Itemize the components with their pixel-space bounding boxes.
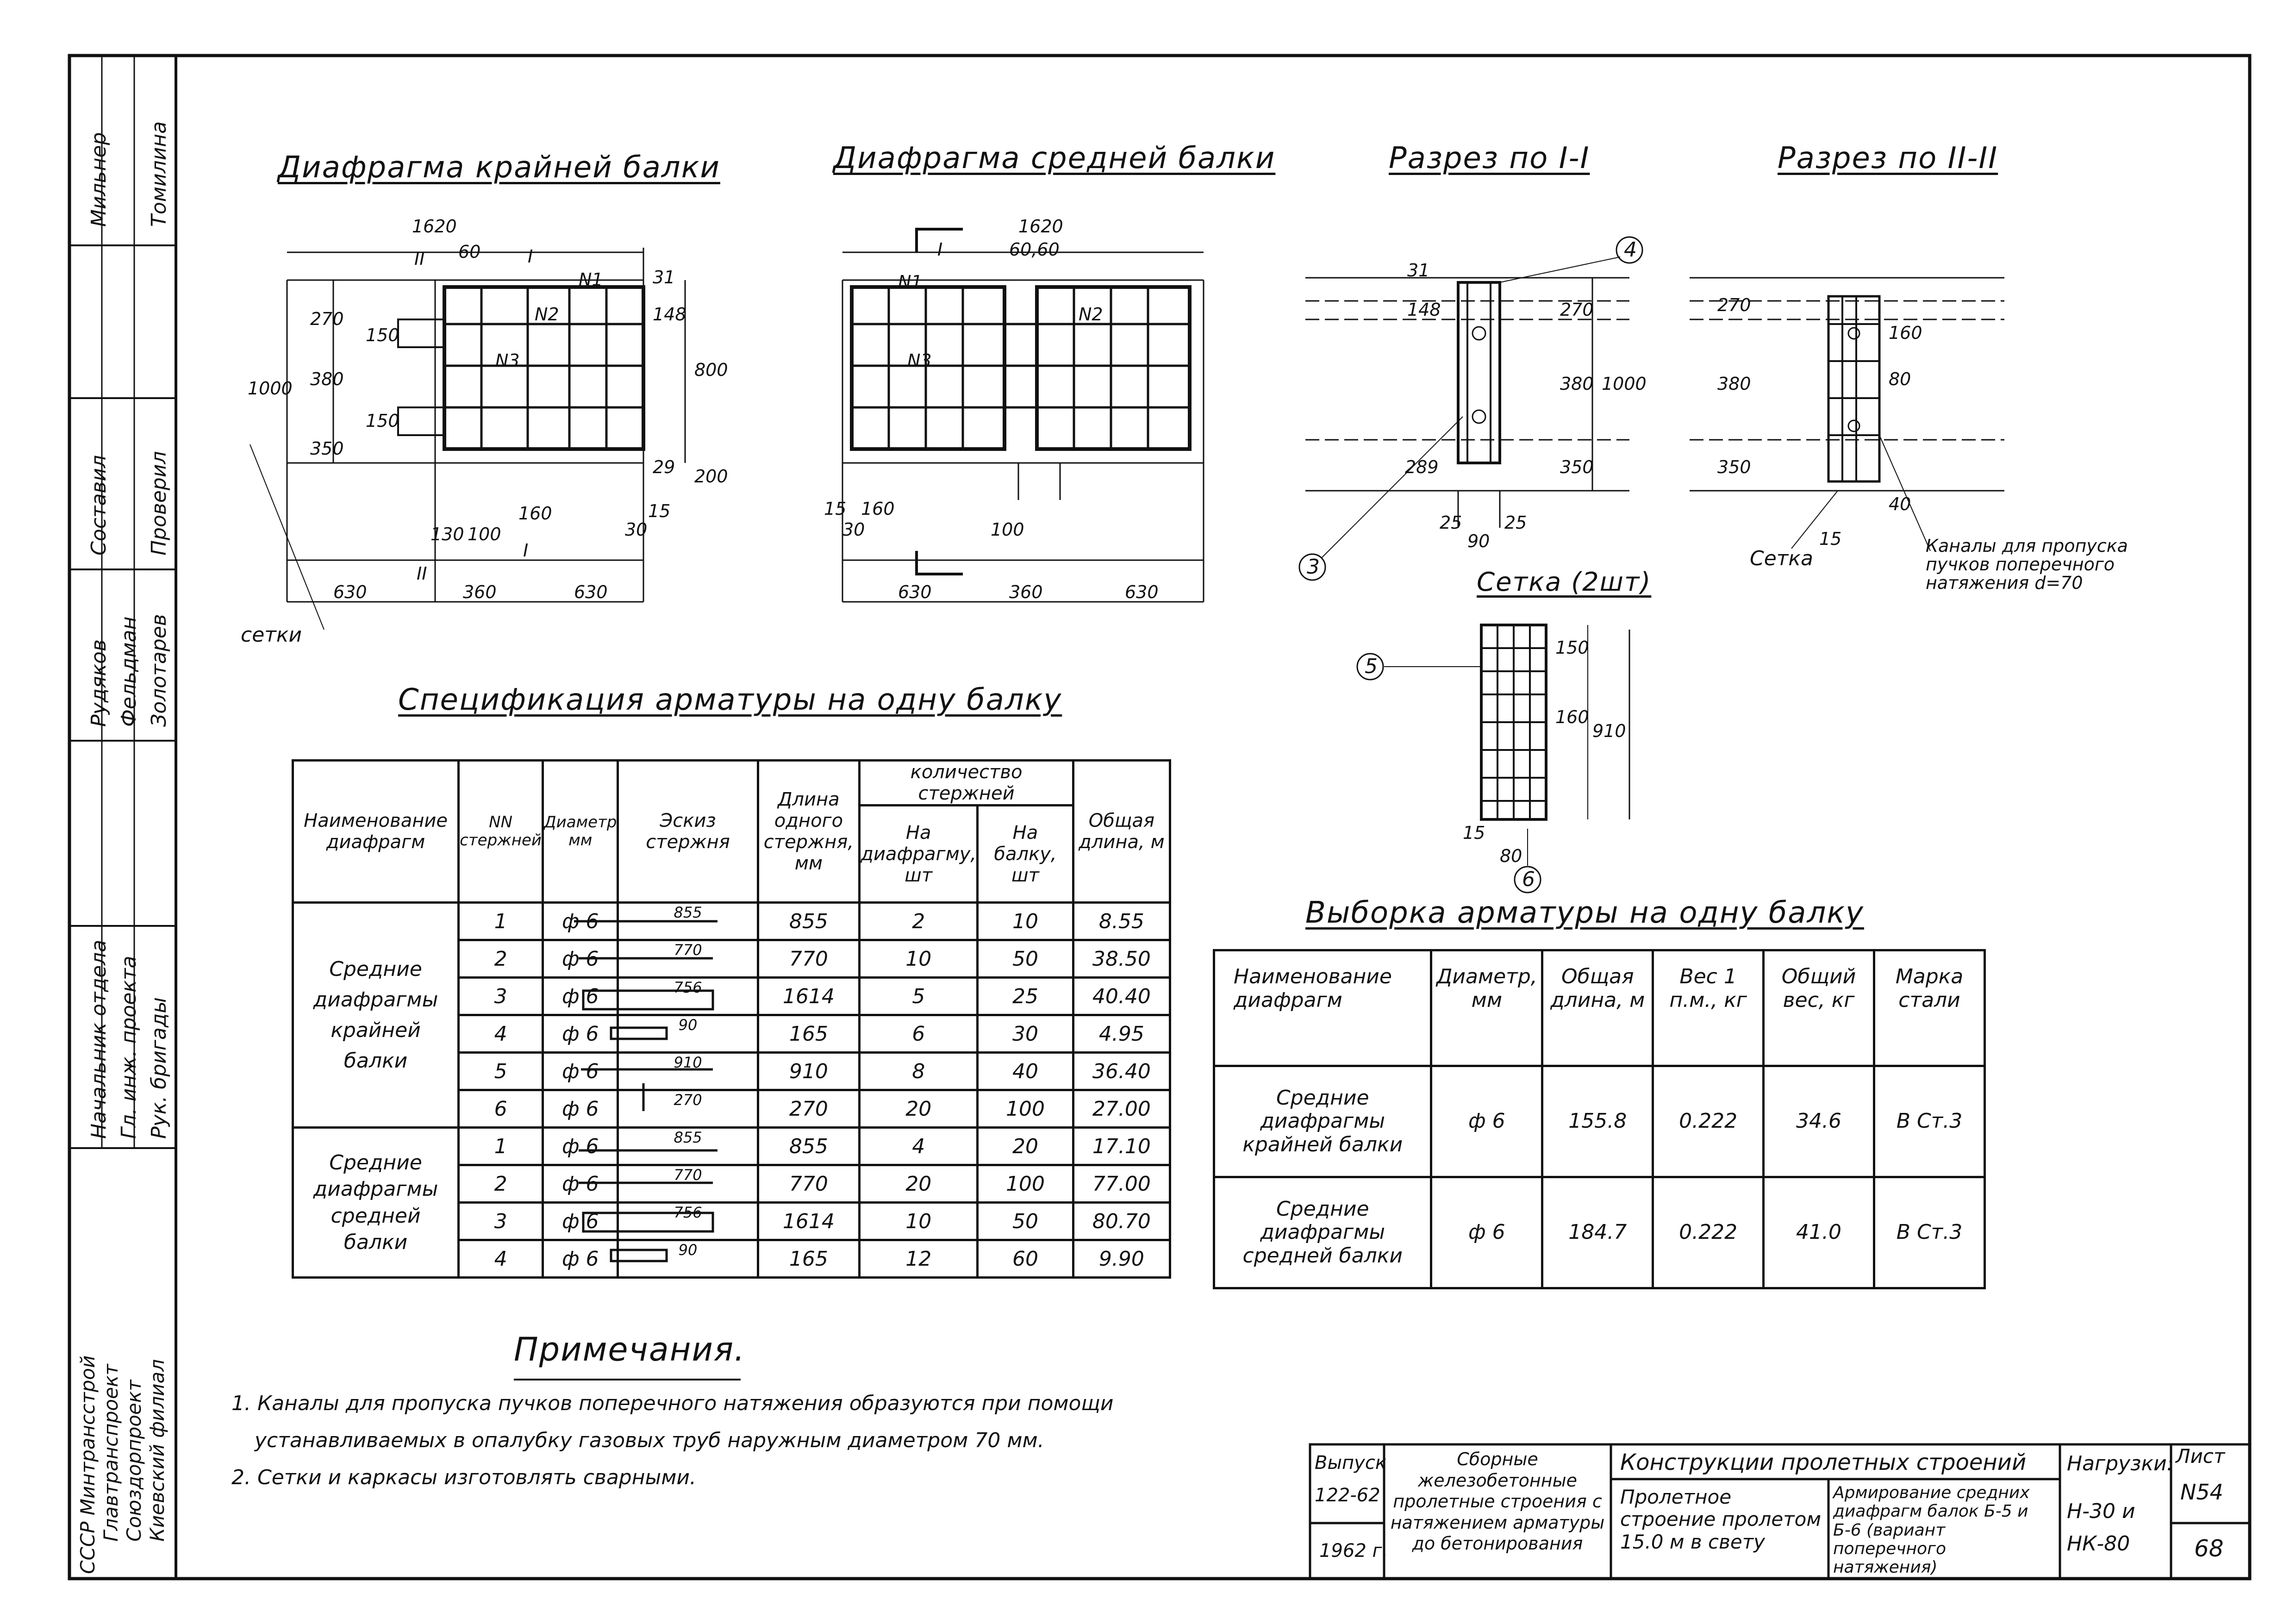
sel-cell: В Ст.3 <box>1874 1066 1985 1177</box>
mid-dim-160: 160 <box>861 499 895 519</box>
sec1-dim-380: 380 <box>1560 374 1594 394</box>
edge-dim-1620: 1620 <box>412 216 457 237</box>
spec-sketch-label: 855 <box>618 903 758 940</box>
spec-header-sketch: Эскиз стержня <box>618 761 758 903</box>
spec-sketch-label: 756 <box>618 978 758 1015</box>
spec-cell: 60 <box>978 1240 1073 1278</box>
sec2-dim-160: 160 <box>1889 323 1922 343</box>
stamp-team-lead: Рук. бригады <box>147 997 171 1139</box>
stamp-org-4: Киевский филиал <box>146 1359 168 1542</box>
selection-table <box>1213 949 1986 1289</box>
spec-cell: 10 <box>860 1203 978 1240</box>
edge-pipe-150b: 150 <box>366 411 399 431</box>
spec-cell: 270 <box>758 1090 860 1128</box>
edge-dim-148: 148 <box>653 304 686 325</box>
sec2-dim-40: 40 <box>1889 494 1911 514</box>
tb-sheet-label: Лист <box>2176 1445 2225 1468</box>
spec-header-per-beam: На балку, шт <box>978 806 1073 903</box>
spec-cell: 2 <box>459 940 543 978</box>
spec-cell: ф 6 <box>543 1090 618 1128</box>
edge-n1: N1 <box>579 269 603 290</box>
edge-dim-130: 130 <box>430 524 464 544</box>
spec-sketch-label: 770 <box>618 940 758 978</box>
edge-sec-I-bottom: I <box>523 540 529 561</box>
sel-header-steel: Марка стали <box>1874 950 1985 1066</box>
sec2-channels-2: пучков поперечного <box>1926 554 2115 575</box>
spec-cell: 10 <box>860 940 978 978</box>
tb-page: 68 <box>2194 1535 2224 1562</box>
section-1-drawing <box>1299 237 1642 580</box>
spec-cell: 8 <box>860 1053 978 1090</box>
tb-loads-label: Нагрузки: <box>2067 1452 2174 1475</box>
edge-dim-630b: 630 <box>574 582 608 602</box>
edge-pipe-150a: 150 <box>366 325 399 345</box>
spec-cell: 10 <box>978 903 1073 940</box>
mesh-dim-15: 15 <box>1463 823 1485 843</box>
sel-header-total-wt: Общий вес, кг <box>1763 950 1874 1066</box>
edge-n2: N2 <box>535 304 559 325</box>
stamp-dept-head: Начальник отдела <box>87 939 111 1139</box>
spec-cell: ф 6 <box>543 1128 618 1165</box>
spec-header-diam: Диаметр мм <box>543 761 618 903</box>
spec-cell: 20 <box>978 1128 1073 1165</box>
spec-cell: 770 <box>758 1165 860 1203</box>
sec2-dim-270: 270 <box>1717 295 1751 315</box>
sec2-dim-350: 350 <box>1717 457 1751 477</box>
spec-cell: 80.70 <box>1073 1203 1170 1240</box>
mid-n2: N2 <box>1079 304 1103 325</box>
spec-cell: 770 <box>758 940 860 978</box>
spec-sketch-label: 770 <box>618 1165 758 1203</box>
spec-cell: ф 6 <box>543 903 618 940</box>
spec-cell: 855 <box>758 903 860 940</box>
stamp-org-3: Союздорпроект <box>123 1380 145 1542</box>
stamp-chief-eng: Гл. инж. проекта <box>117 956 141 1139</box>
sec2-channels-1: Каналы для пропуска <box>1926 536 2128 556</box>
sel-cell: ф 6 <box>1431 1066 1542 1177</box>
edge-dim-360: 360 <box>463 582 497 602</box>
tb-issue: 122-62 <box>1315 1485 1380 1506</box>
sel-header-len: Общая длина, м <box>1542 950 1653 1066</box>
callout-4-label: 4 <box>1624 238 1637 262</box>
stamp-checked: Проверил <box>147 451 171 556</box>
sec2-mesh-label: Сетка <box>1750 547 1813 570</box>
section-2-drawing <box>1690 278 2004 551</box>
tb-span: Пролетное строение пролетом 15.0 м в свету <box>1620 1486 1822 1553</box>
sec1-dim-289: 289 <box>1405 457 1439 477</box>
stamp-org-2: Главтранспроект <box>100 1364 122 1542</box>
spec-cell: 30 <box>978 1015 1073 1053</box>
edge-dim-380: 380 <box>310 369 344 389</box>
mid-dim-360: 360 <box>1009 582 1043 602</box>
mid-n3: N3 <box>907 350 932 371</box>
sel-cell: 0.222 <box>1653 1177 1764 1288</box>
spec-sketch-label: 855 <box>618 1128 758 1165</box>
edge-dim-31: 31 <box>653 267 675 287</box>
mid-dim-6060: 60,60 <box>1009 239 1060 260</box>
edge-dim-15: 15 <box>648 501 671 521</box>
spec-cell: 50 <box>978 1203 1073 1240</box>
sel-row-2-name: Средние диафрагмы средней балки <box>1214 1177 1431 1288</box>
tb-series: Сборные железобетонные пролетные строения с натяжением арматуры до бетонирования <box>1390 1449 1605 1554</box>
spec-cell: ф 6 <box>543 940 618 978</box>
mid-sec-I: I <box>937 239 943 260</box>
spec-cell: ф 6 <box>543 1240 618 1278</box>
table-row <box>293 1128 1170 1165</box>
sec2-dim-80: 80 <box>1889 369 1911 389</box>
sel-cell: ф 6 <box>1431 1177 1542 1288</box>
stamp-rudyakov: Рудяков <box>87 639 111 727</box>
sel-cell: 41.0 <box>1763 1177 1874 1288</box>
table-row <box>293 903 1170 940</box>
spec-cell: 5 <box>860 978 978 1015</box>
sec1-dim-270: 270 <box>1560 300 1594 320</box>
spec-sketch-label: 90 <box>618 1015 758 1053</box>
spec-cell: 36.40 <box>1073 1053 1170 1090</box>
mesh-dim-80: 80 <box>1500 846 1522 866</box>
spec-cell: 8.55 <box>1073 903 1170 940</box>
spec-cell: 2 <box>459 1165 543 1203</box>
edge-sec-II-bottom: II <box>417 563 427 584</box>
mid-dim-630b: 630 <box>1125 582 1159 602</box>
mesh-dim-160: 160 <box>1555 707 1589 727</box>
note-2: 2. Сетки и каркасы изготовлять сварными. <box>231 1466 697 1489</box>
title-spec: Спецификация арматуры на одну балку <box>398 683 1062 717</box>
spec-cell: 12 <box>860 1240 978 1278</box>
mid-dim-100: 100 <box>991 519 1024 540</box>
spec-cell: 1614 <box>758 1203 860 1240</box>
table-row <box>1214 1066 1985 1177</box>
sec1-dim-350: 350 <box>1560 457 1594 477</box>
spec-cell: 3 <box>459 978 543 1015</box>
spec-header-total: Общая длина, м <box>1073 761 1170 903</box>
title-middle-diaphragm: Диафрагма средней балки <box>833 141 1276 175</box>
mesh-dim-150: 150 <box>1555 637 1589 658</box>
spec-cell: ф 6 <box>543 1165 618 1203</box>
spec-cell: 9.90 <box>1073 1240 1170 1278</box>
tb-year: 1962 г. <box>1319 1540 1388 1562</box>
spec-cell: 2 <box>860 903 978 940</box>
spec-cell: 4 <box>459 1240 543 1278</box>
sec1-dim-1000: 1000 <box>1602 374 1647 394</box>
callout-5-label: 5 <box>1365 655 1378 678</box>
spec-header-qty: количество стержней <box>860 761 1073 806</box>
spec-sketch-label: 270 <box>618 1090 758 1128</box>
spec-cell: 6 <box>459 1090 543 1128</box>
stamp-milner: Мильнер <box>87 132 111 227</box>
tb-section: Конструкции пролетных строений <box>1620 1449 2027 1475</box>
spec-header-per-diaph: На диафрагму, шт <box>860 806 978 903</box>
spec-cell: 165 <box>758 1015 860 1053</box>
spec-cell: 40.40 <box>1073 978 1170 1015</box>
edge-dim-60: 60 <box>458 242 481 262</box>
note-1-cont: устанавливаемых в опалубку газовых труб наружным диаметром 70 мм. <box>255 1429 1044 1452</box>
callout-6-label: 6 <box>1522 868 1535 891</box>
spec-cell: 4 <box>860 1128 978 1165</box>
tb-loads: Н-30 и НК-80 <box>2067 1499 2135 1556</box>
title-notes: Примечания. <box>514 1330 746 1368</box>
sec2-dim-15: 15 <box>1819 529 1842 549</box>
spec-group-1-name: Средние диафрагмы крайней балки <box>293 903 459 1128</box>
edge-dim-30: 30 <box>625 519 648 540</box>
spec-cell: 20 <box>860 1090 978 1128</box>
spec-cell: 20 <box>860 1165 978 1203</box>
tb-subject: Армирование средних диафрагм балок Б-5 и Б-6 (вариант поперечного натяжения) <box>1833 1483 2030 1577</box>
sel-cell: 184.7 <box>1542 1177 1653 1288</box>
tb-issue-label: Выпуск <box>1315 1452 1386 1474</box>
title-section-2: Разрез по II-II <box>1778 141 1998 175</box>
edge-dim-800: 800 <box>694 360 728 380</box>
edge-dim-350: 350 <box>310 438 344 459</box>
stamp-zolotarev: Золотарев <box>147 614 171 727</box>
spec-cell: 100 <box>978 1165 1073 1203</box>
spec-sketch-label: 756 <box>618 1203 758 1240</box>
mid-dim-30: 30 <box>842 519 865 540</box>
spec-group-2-name: Средние диафрагмы средней балки <box>293 1128 459 1278</box>
sec1-dim-90: 90 <box>1467 531 1490 551</box>
sec1-dim-25b: 25 <box>1504 512 1527 533</box>
spec-table <box>292 759 1171 1279</box>
callout-3-label: 3 <box>1307 555 1320 579</box>
stamp-compiled: Составил <box>87 455 111 556</box>
sec1-dim-31: 31 <box>1407 260 1430 281</box>
spec-header-len: Длина одного стержня, мм <box>758 761 860 903</box>
spec-cell: 1614 <box>758 978 860 1015</box>
sec1-dim-148: 148 <box>1407 300 1441 320</box>
spec-cell: 27.00 <box>1073 1090 1170 1128</box>
spec-sketch-label: 90 <box>618 1240 758 1278</box>
sec2-dim-380: 380 <box>1717 374 1751 394</box>
spec-cell: 1 <box>459 1128 543 1165</box>
spec-cell: 40 <box>978 1053 1073 1090</box>
spec-cell: 855 <box>758 1128 860 1165</box>
spec-cell: 1 <box>459 903 543 940</box>
edge-dim-200: 200 <box>694 466 728 487</box>
tb-sheet-no: N54 <box>2180 1480 2223 1505</box>
sel-cell: 34.6 <box>1763 1066 1874 1177</box>
spec-cell: 17.10 <box>1073 1128 1170 1165</box>
sec1-dim-25a: 25 <box>1440 512 1462 533</box>
edge-dim-100: 100 <box>468 524 501 544</box>
edge-sec-I-top: I <box>528 246 533 267</box>
edge-dim-630a: 630 <box>333 582 367 602</box>
mid-dim-1620: 1620 <box>1018 216 1063 237</box>
title-mesh: Сетка (2шт) <box>1477 567 1652 597</box>
edge-sec-II-top: II <box>414 249 425 269</box>
edge-dim-270: 270 <box>310 309 344 329</box>
spec-cell: ф 6 <box>543 978 618 1015</box>
spec-cell: 4 <box>459 1015 543 1053</box>
spec-cell: 3 <box>459 1203 543 1240</box>
sel-cell: В Ст.3 <box>1874 1177 1985 1288</box>
sel-cell: 0.222 <box>1653 1066 1764 1177</box>
stamp-tomilina: Томилина <box>147 121 171 227</box>
spec-header-num: NN стержней <box>459 761 543 903</box>
mesh-drawing <box>1357 625 1629 893</box>
edge-dim-29: 29 <box>653 457 675 477</box>
mid-n1: N1 <box>898 272 923 292</box>
sel-header-name: Наименование диафрагм <box>1214 950 1431 1066</box>
spec-cell: 38.50 <box>1073 940 1170 978</box>
title-edge-diaphragm: Диафрагма крайней балки <box>278 150 720 185</box>
table-row <box>1214 1177 1985 1288</box>
stamp-feldman: Фельдман <box>117 616 141 727</box>
sec2-channels-3: натяжения d=70 <box>1926 573 2083 593</box>
mid-dim-15: 15 <box>824 499 847 519</box>
sel-header-diam: Диаметр, мм <box>1431 950 1542 1066</box>
spec-header-name: Наименование диафрагм <box>293 761 459 903</box>
spec-cell: 25 <box>978 978 1073 1015</box>
spec-cell: ф 6 <box>543 1015 618 1053</box>
spec-cell: 6 <box>860 1015 978 1053</box>
mesh-dim-910: 910 <box>1592 721 1626 741</box>
spec-cell: ф 6 <box>543 1203 618 1240</box>
stamp-org-1: СССР Минтрансстрой <box>76 1355 99 1574</box>
sel-header-wt: Вес 1 п.м., кг <box>1653 950 1764 1066</box>
spec-cell: 50 <box>978 940 1073 978</box>
title-section-1: Разрез по I-I <box>1389 141 1590 175</box>
spec-cell: 165 <box>758 1240 860 1278</box>
title-selection: Выборка арматуры на одну балку <box>1305 896 1864 930</box>
spec-cell: 5 <box>459 1053 543 1090</box>
edge-nets-label: сетки <box>241 623 302 647</box>
edge-dim-160: 160 <box>518 503 552 524</box>
edge-n3: N3 <box>495 350 520 371</box>
spec-cell: ф 6 <box>543 1053 618 1090</box>
sel-row-1-name: Средние диафрагмы крайней балки <box>1214 1066 1431 1177</box>
spec-cell: 4.95 <box>1073 1015 1170 1053</box>
middle-diaphragm-drawing <box>842 229 1204 602</box>
edge-dim-1000: 1000 <box>248 378 293 399</box>
spec-cell: 100 <box>978 1090 1073 1128</box>
spec-sketch-label: 910 <box>618 1053 758 1090</box>
spec-cell: 77.00 <box>1073 1165 1170 1203</box>
mid-dim-630a: 630 <box>898 582 932 602</box>
spec-cell: 910 <box>758 1053 860 1090</box>
note-1: 1. Каналы для пропуска пучков поперечного натяжения образуются при помощи <box>231 1392 1114 1415</box>
sel-cell: 155.8 <box>1542 1066 1653 1177</box>
